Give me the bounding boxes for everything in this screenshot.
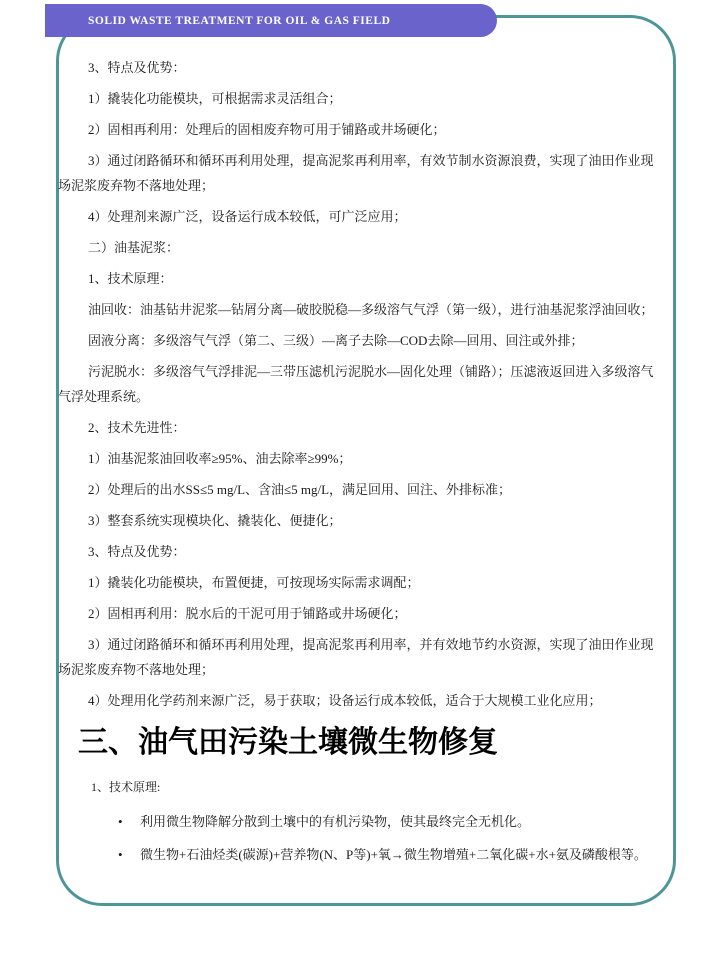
body-paragraph: 4）处理剂来源广泛，设备运行成本较低，可广泛应用；: [88, 209, 407, 224]
body-paragraph: 3）通过闭路循环和循环再利用处理，提高泥浆再利用率，并有效地节约水资源，实现了油田作业现场泥浆废弃物不落地处理；: [58, 637, 654, 677]
body-paragraph: 固液分离：多级溶气气浮（第二、三级）—离子去除—COD去除—回用、回注或外排；: [88, 333, 584, 348]
body-paragraph: 2、技术先进性：: [88, 420, 186, 435]
body-paragraph: 3）整套系统实现模块化、撬装化、便捷化；: [88, 513, 342, 528]
body-paragraph: 1、技术原理：: [88, 271, 173, 286]
bullet-item: • 利用微生物降解分散到土壤中的有机污染物，使其最终完全无机化。: [118, 809, 666, 834]
body-paragraph: 1）撬装化功能模块，布置便捷，可按现场实际需求调配；: [88, 575, 420, 590]
header-banner: [45, 4, 497, 37]
body-paragraph: 2）处理后的出水SS≤5 mg/L、含油≤5 mg/L，满足回用、回注、外排标准；: [88, 482, 512, 497]
body-paragraph: 2）固相再利用：处理后的固相废弃物可用于铺路或井场硬化；: [88, 122, 446, 137]
body-paragraph: 2）固相再利用：脱水后的干泥可用于铺路或井场硬化；: [88, 606, 407, 621]
document-body: [58, 55, 666, 875]
banner-title: SOLID WASTE TREATMENT FOR OIL & GAS FIELD: [88, 14, 391, 27]
section-heading: 三、油气田污染土壤微生物修复: [78, 726, 498, 759]
bullet-item: • 微生物+石油烃类(碳源)+营养物(N、P等)+氧→微生物增殖+二氧化碳+水+氨及磷酸根等。: [118, 842, 666, 867]
subsection-label: 1、技术原理:: [91, 780, 161, 794]
body-paragraph: 4）处理用化学药剂来源广泛，易于获取；设备运行成本较低，适合于大规模工业化应用；: [88, 693, 602, 708]
body-paragraph: 3、特点及优势：: [88, 60, 186, 75]
body-paragraph: 污泥脱水：多级溶气气浮排泥—三带压滤机污泥脱水—固化处理（铺路）；压滤液返回进入多级溶气气浮处理系统。: [58, 364, 654, 404]
body-paragraph: 3）通过闭路循环和循环再利用处理，提高泥浆再利用率，有效节制水资源浪费，实现了油田作业现场泥浆废弃物不落地处理；: [58, 153, 654, 193]
body-paragraph: 油回收：油基钻井泥浆—钻屑分离—破胶脱稳—多级溶气气浮（第一级），进行油基泥浆浮油回收；: [88, 302, 654, 317]
body-paragraph: 1）撬装化功能模块，可根据需求灵活组合；: [88, 91, 342, 106]
body-paragraph: 3、特点及优势：: [88, 544, 186, 559]
body-paragraph: 二）油基泥浆：: [88, 240, 180, 255]
bullet-list: [58, 809, 666, 867]
body-paragraph: 1）油基泥浆油回收率≥95%、油去除率≥99%；: [88, 451, 352, 466]
